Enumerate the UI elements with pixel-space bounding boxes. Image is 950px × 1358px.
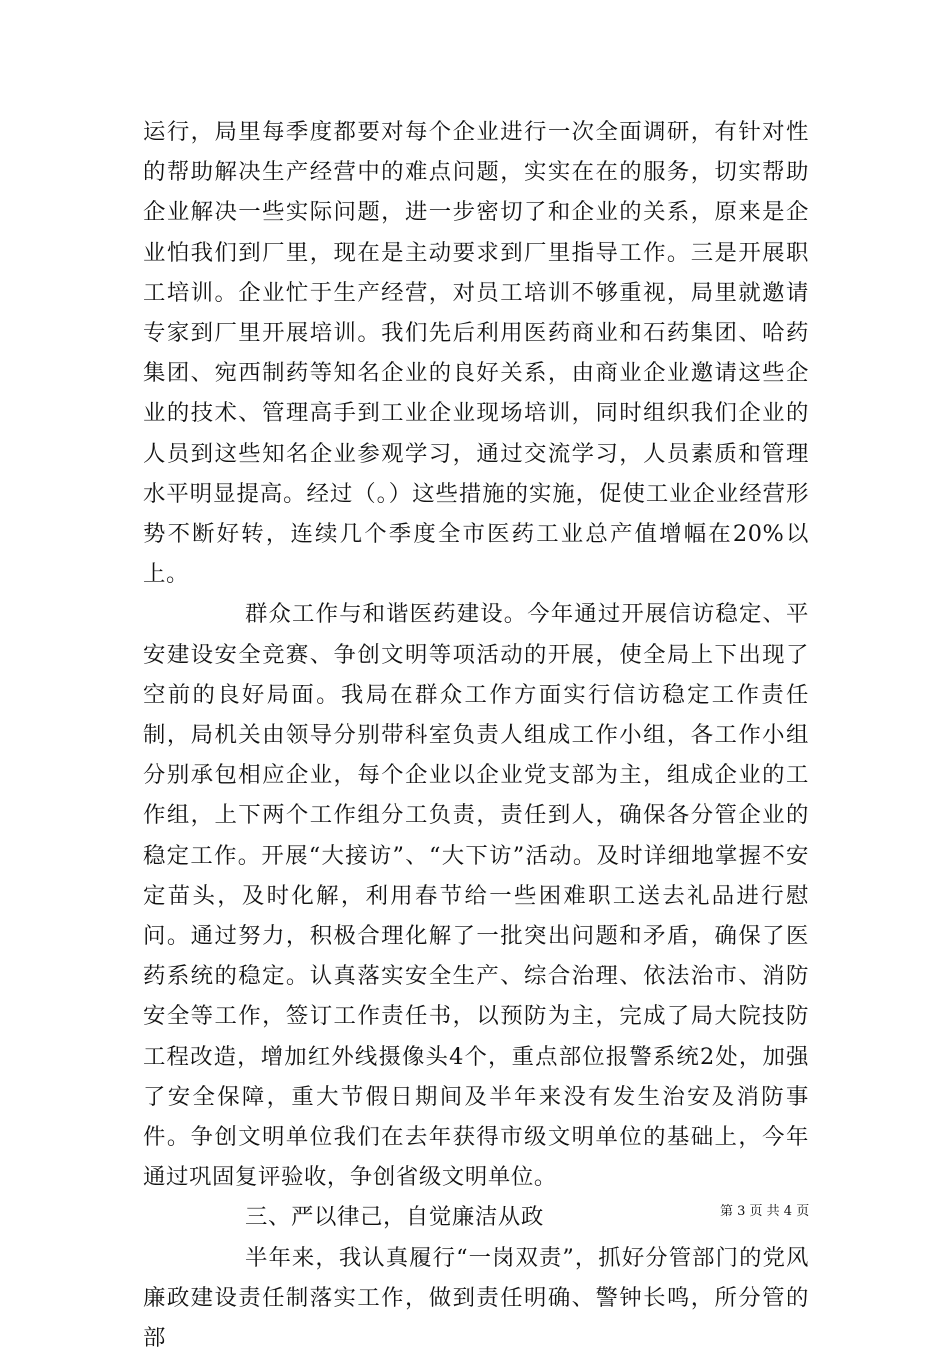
- body-text: [143, 112, 809, 1358]
- paragraph-half-year: 半年来，我认真履行“一岗双责”，抓好分管部门的党风廉政建设责任制落实工作，做到责任明确、警钟长鸣，所分管的部: [143, 1244, 809, 1352]
- page-number: 第 3 页 共 4 页: [720, 1204, 810, 1219]
- paragraph-mass-work: 群众工作与和谐医药建设。今年通过开展信访稳定、平安建设安全竞赛、争创文明等项活动的开展，使全局上下出现了空前的良好局面。我局在群众工作方面实行信访稳定工作责任制，局机关由领导分别带科室负责人组成工作小组，各工作小组分别承包相应企业，每个企业以企业党支部为主，组成企业的工作组，上下两个工作组分工负责，责任到人，确保各分管企业的稳定工作。开展“大接访”、“大下访”活动。及时详细地掌握不安定苗头，及时化解，利用春节给一些困难职工送去礼品进行慰问。通过努力，积极合理化解了一批突出问题和矛盾，确保了医药系统的稳定。认真落实安全生产、综合治理、依法治市、消防安全等工作，签订工作责任书，以预防为主，完成了局大院技防工程改造，增加红外线摄像头4个，重点部位报警系统2处，加强了安全保障，重大节假日期间及半年来没有发生治安及消防事件。争创文明单位我们在去年获得市级文明单位的基础上，今年通过巩固复评验收，争创省级文明单位。: [143, 601, 809, 1191]
- section-heading: 三、严以律己，自觉廉洁从政: [245, 1204, 544, 1231]
- paragraph-continuation: 运行，局里每季度都要对每个企业进行一次全面调研，有针对性的帮助解决生产经营中的难点问题，实实在在的服务，切实帮助企业解决一些实际问题，进一步密切了和企业的关系，原来是企业怕我们到厂里，现在是主动要求到厂里指导工作。三是开展职工培训。企业忙于生产经营，对员工培训不够重视，局里就邀请专家到厂里开展培训。我们先后利用医药商业和石药集团、哈药集团、宛西制药等知名企业的良好关系，由商业企业邀请这些企业的技术、管理高手到工业企业现场培训，同时组织我们企业的人员到这些知名企业参观学习，通过交流学习，人员素质和管理水平明显提高。经过（。）这些措施的实施，促使工业企业经营形势不断好转，连续几个季度全市医药工业总产值增幅在20%以上。: [143, 119, 809, 588]
